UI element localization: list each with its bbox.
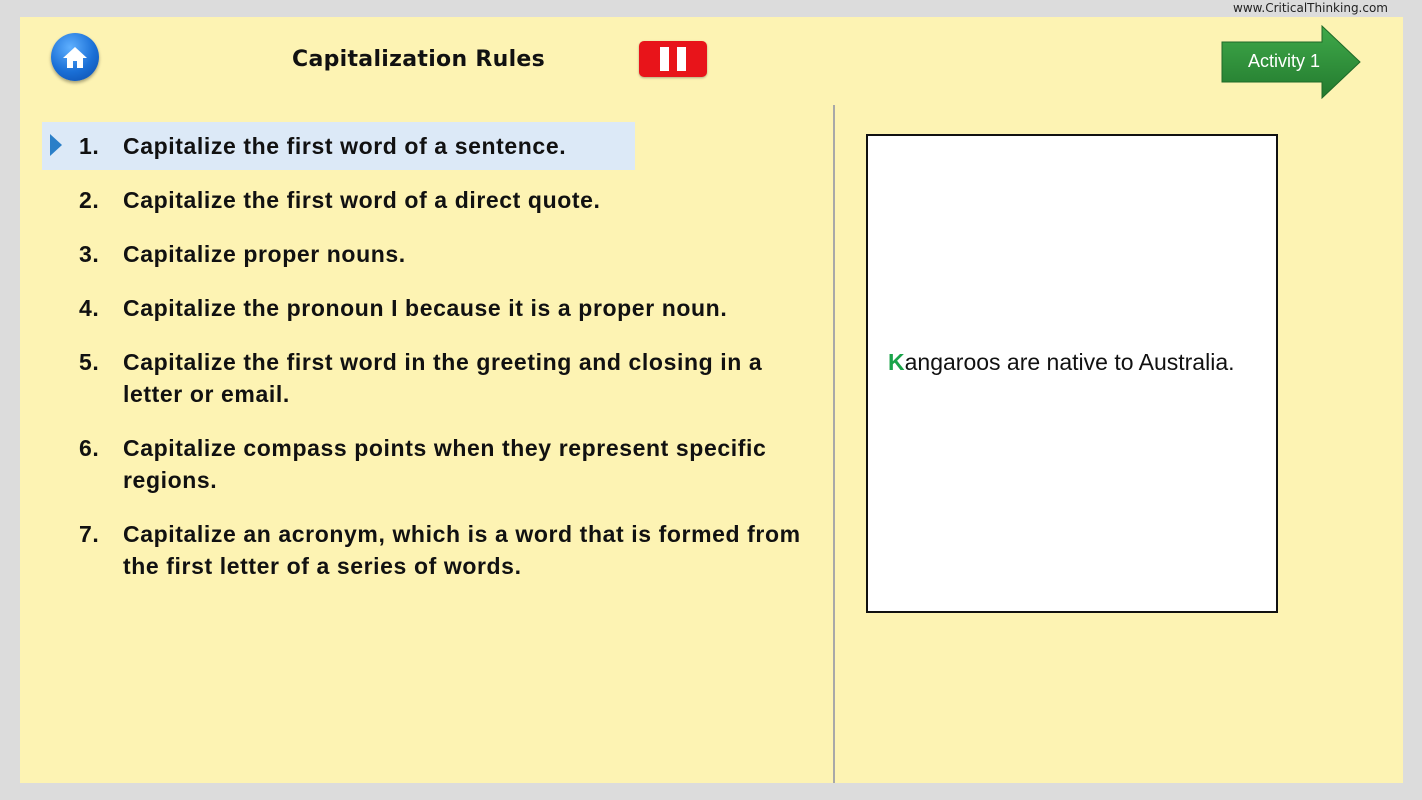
main-panel [20, 17, 1403, 783]
example-sentence [888, 348, 1248, 376]
rule-text: Capitalize the first word of a sentence. [123, 133, 567, 159]
rule-number: 7. [79, 521, 100, 547]
activity-button[interactable] [1220, 25, 1362, 99]
rule-item-3[interactable] [42, 238, 822, 270]
page-title: Capitalization Rules [292, 47, 546, 72]
rule-text: Capitalize an acronym, which is a word that is formed from the first letter of a series of words. [123, 521, 801, 579]
home-icon [62, 45, 88, 69]
pause-icon [660, 47, 669, 71]
rule-item-2[interactable] [42, 184, 822, 216]
example-card [866, 134, 1278, 613]
rule-text: Capitalize proper nouns. [123, 241, 406, 267]
rule-number: 6. [79, 435, 100, 461]
rule-text: Capitalize the pronoun I because it is a proper noun. [123, 295, 728, 321]
rule-item-4[interactable] [42, 292, 822, 324]
panel-divider [833, 105, 835, 783]
rule-text: Capitalize the first word in the greeting and closing in a letter or email. [123, 349, 763, 407]
example-rest: angaroos are native to Australia. [904, 349, 1235, 375]
home-button[interactable] [51, 33, 99, 81]
rules-list [42, 122, 822, 604]
activity-label: Activity 1 [1247, 51, 1321, 71]
rule-text: Capitalize compass points when they represent specific regions. [123, 435, 767, 493]
pause-button[interactable] [639, 41, 707, 77]
rule-number: 1. [79, 133, 100, 159]
rule-number: 4. [79, 295, 100, 321]
rule-number: 5. [79, 349, 100, 375]
play-arrow-icon [50, 134, 62, 156]
rule-item-7[interactable] [42, 518, 822, 582]
pause-icon-bar [677, 47, 686, 71]
site-url: www.CriticalThinking.com [1233, 1, 1388, 15]
rule-item-5[interactable] [42, 346, 822, 410]
example-first-letter: K [888, 349, 905, 375]
rule-text: Capitalize the first word of a direct quote. [123, 187, 601, 213]
rule-number: 3. [79, 241, 100, 267]
rule-item-6[interactable] [42, 432, 822, 496]
rule-item-1[interactable] [42, 122, 635, 170]
rule-number: 2. [79, 187, 100, 213]
